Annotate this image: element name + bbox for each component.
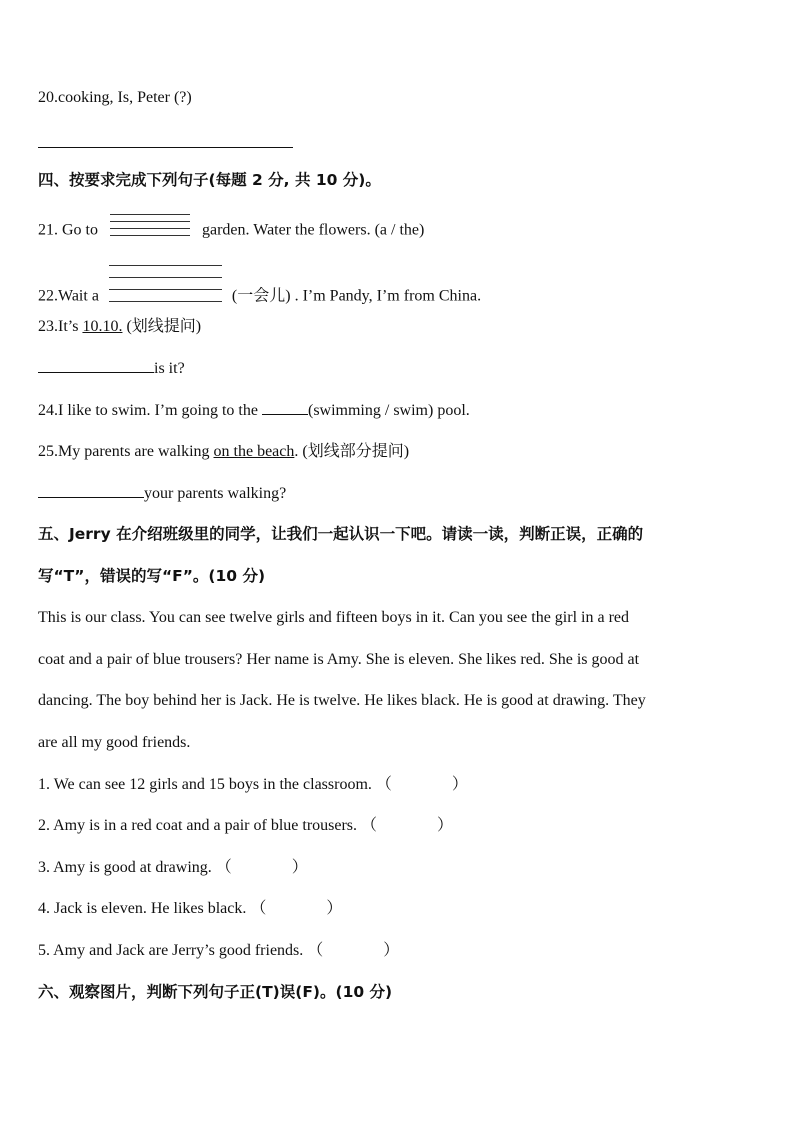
statement-1-text: 1. We can see 12 girls and 15 boys in the classroom.	[38, 776, 372, 793]
question-23-suffix: (划线提问)	[122, 318, 202, 335]
statement-3	[38, 858, 308, 878]
statement-2-close-paren: ）	[437, 817, 454, 834]
question-21-suffix: garden. Water the flowers. (a / the)	[202, 221, 425, 239]
statement-4	[38, 899, 342, 919]
statement-2-text: 2. Amy is in a red coat and a pair of blue trousers.	[38, 817, 358, 834]
question-24	[38, 400, 470, 421]
question-24-prefix: 24.I like to swim. I’m going to the	[38, 402, 258, 419]
statement-3-close-paren: ）	[291, 859, 308, 876]
answer-blank-25[interactable]	[38, 483, 144, 498]
question-20: 20.cooking, Is, Peter (?)	[38, 89, 192, 106]
statement-4-text: 4. Jack is eleven. He likes black.	[38, 900, 247, 917]
answer-25	[38, 483, 286, 504]
section-6-title: 六、观察图片，判断下列句子正(T)误(F)。(10 分)	[38, 983, 393, 1001]
statement-2	[38, 816, 453, 836]
statement-2-open-paren: （	[361, 817, 378, 834]
statement-3-open-paren: （	[215, 859, 232, 876]
question-25-prefix: 25.My parents are walking	[38, 443, 214, 460]
question-22-suffix: (一会儿) . I’m Pandy, I’m from China.	[231, 287, 482, 305]
question-24-suffix: (swimming / swim) pool.	[307, 402, 470, 419]
question-23-prefix: 23.It’s	[38, 318, 83, 335]
statement-4-open-paren: （	[250, 900, 267, 917]
section-4-title: 四、按要求完成下列句子(每题 2 分, 共 10 分)。	[38, 171, 381, 189]
section-5-title-line1: 五、Jerry 在介绍班级里的同学，让我们一起认识一下吧。请读一读，判断正误，正确的	[38, 525, 644, 543]
question-22	[38, 277, 481, 317]
statement-5-close-paren: ）	[383, 942, 400, 959]
question-25-underlined: on the beach	[213, 443, 295, 460]
statement-4-close-paren: ）	[326, 900, 343, 917]
statement-5-text: 5. Amy and Jack are Jerry’s good friends.	[38, 942, 304, 959]
question-21-prefix: 21. Go to	[38, 221, 98, 239]
question-25	[38, 442, 409, 462]
section-5-title-line2: 写“T”，错误的写“F”。(10 分)	[38, 567, 266, 585]
answer-line-20[interactable]	[38, 147, 293, 148]
passage-line-3: dancing. The boy behind her is Jack. He is twelve. He likes black. He is good at drawing. They	[38, 692, 646, 709]
question-25-suffix: . (划线部分提问)	[294, 443, 410, 460]
answer-blank-24[interactable]	[262, 400, 308, 415]
answer-lines-22[interactable]	[109, 265, 222, 305]
question-21	[38, 218, 424, 244]
question-22-prefix: 22.Wait a	[38, 287, 99, 305]
question-23-underlined: 10.10.	[82, 318, 123, 335]
statement-1	[38, 775, 468, 795]
answer-23-suffix: is it?	[154, 360, 185, 377]
statement-1-close-paren: ）	[451, 776, 468, 793]
statement-5-open-paren: （	[307, 942, 324, 959]
answer-23	[38, 358, 185, 379]
passage-line-2: coat and a pair of blue trousers? Her name is Amy. She is eleven. She likes red. She is good at	[38, 651, 640, 668]
statement-5	[38, 941, 399, 961]
answer-lines-21[interactable]	[110, 214, 190, 240]
question-23	[38, 317, 201, 337]
statement-3-text: 3. Amy is good at drawing.	[38, 859, 212, 876]
statement-1-open-paren: （	[375, 776, 392, 793]
passage-line-1: This is our class. You can see twelve girls and fifteen boys in it. Can you see the girl in a red	[38, 609, 629, 626]
answer-25-suffix: your parents walking?	[144, 485, 287, 502]
answer-blank-23[interactable]	[38, 358, 154, 373]
passage-line-4: are all my good friends.	[38, 734, 191, 751]
